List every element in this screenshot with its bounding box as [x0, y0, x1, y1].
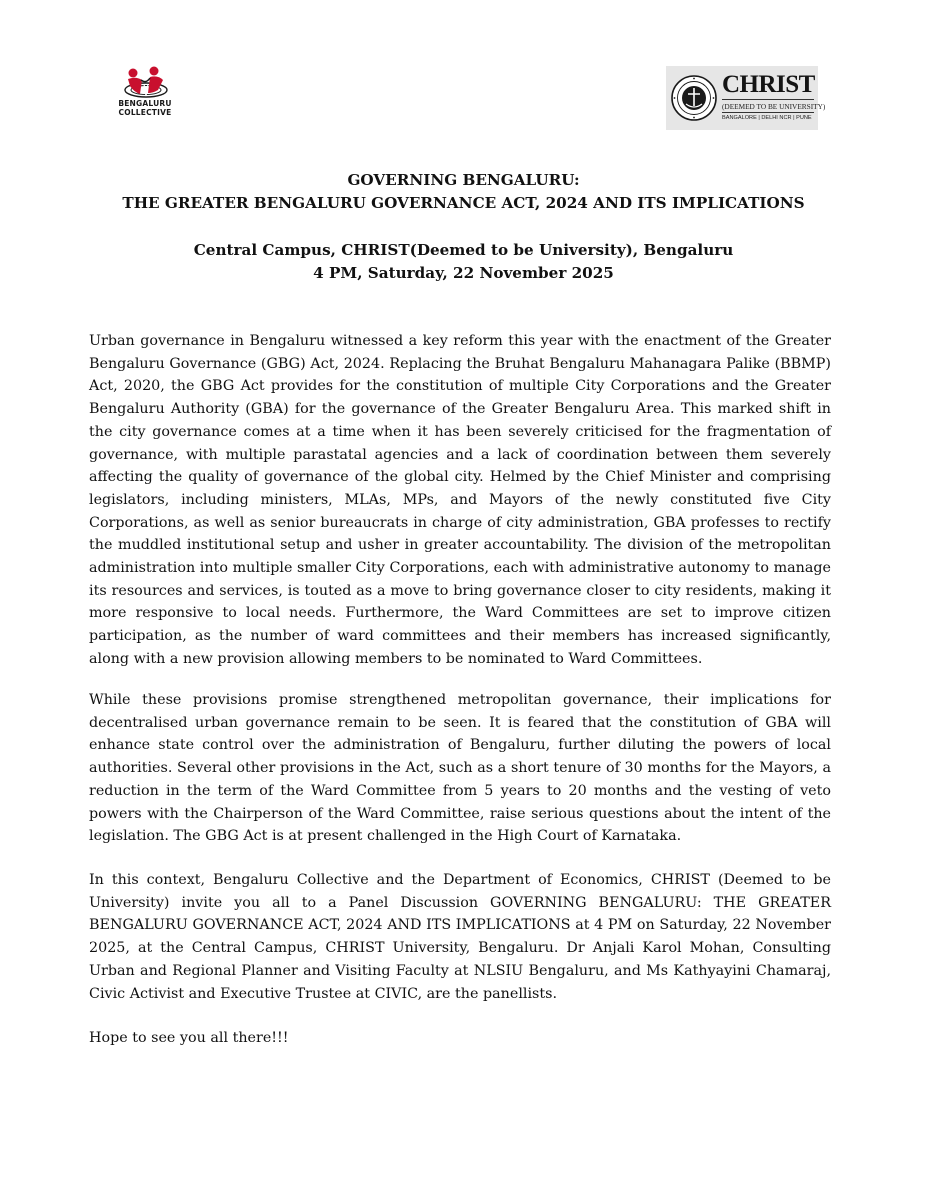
- christ-wordmark: CHRIST: [722, 71, 815, 98]
- christ-campuses: BANGALORE | DELHI NCR | PUNE: [722, 115, 812, 121]
- christ-subtitle: (DEEMED TO BE UNIVERSITY): [722, 102, 826, 111]
- bengaluru-collective-caption: [106, 99, 184, 117]
- logo-line-1: BENGALURU: [118, 99, 172, 108]
- christ-seal-icon: [670, 70, 718, 126]
- logo-line-2: COLLECTIVE: [118, 108, 172, 117]
- christ-university-logo: [666, 66, 826, 130]
- bengaluru-collective-logo: [106, 66, 184, 148]
- paragraph-closing: Hope to see you all there!!!: [89, 1030, 289, 1046]
- bengaluru-collective-emblem-icon: [106, 66, 184, 100]
- paragraph-concerns: While these provisions promise strengthened metropolitan governance, their implications for decentralised urban governance remain to be seen. It is feared that the constitution of GBA will enhance state control over the administration of Bengaluru, further diluting the powers of local authorities. Several other provisions in the Act, such as a short tenure of 30 months for the Mayors, a reduction in the term of the Ward Committee from 5 years to 20 months and the vesting of veto powers with the Chairperson of the Ward Committee, raise serious questions about the intent of the legislation. The GBG Act is at present challenged in the High Court of Karnataka.: [89, 692, 831, 845]
- date-time-line: 4 PM, Saturday, 22 November 2025: [313, 264, 614, 282]
- title-line-2: THE GREATER BENGALURU GOVERNANCE ACT, 2024 AND ITS IMPLICATIONS: [122, 194, 805, 212]
- paragraph-invitation: In this context, Bengaluru Collective and the Department of Economics, CHRIST (Deemed to be University) invite you all to a Panel Discussion GOVERNING BENGALURU: THE GREATER BENGALURU GOVERNANCE ACT, 2024 AND ITS IMPLICATIONS at 4 PM on Saturday, 22 November 2025, at the Central Campus, CHRIST University, Bengaluru. Dr Anjali Karol Mohan, Consulting Urban and Regional Planner and Visiting Faculty at NLSIU Bengaluru, and Ms Kathyayini Chamaraj, Civic Activist and Executive Trustee at CIVIC, are the panellists.: [89, 872, 831, 1002]
- logo-divider: [722, 99, 814, 100]
- title-line-1: GOVERNING BENGALURU:: [347, 171, 580, 189]
- paragraph-intro: Urban governance in Bengaluru witnessed a key reform this year with the enactment of the Greater Bengaluru Governance (GBG) Act, 2024. Replacing the Bruhat Bengaluru Mahanagara Palike (BBMP) Act, 2020, the GBG Act provides for the constitution of multiple City Corporations and the Greater Bengaluru Authority (GBA) for the governance of the Greater Bengaluru Area. This marked shift in the city governance comes at a time when it has been severely criticised for the fragmentation of governance, with multiple parastatal agencies and a lack of coordination between them severely affecting the quality of governance of the global city. Helmed by the Chief Minister and comprising legislators, including ministers, MLAs, MPs, and Mayors of the newly constituted five City Corporations, as well as senior bureaucrats in charge of city administration, GBA professes to rectify the muddled institutional setup and usher in greater accountability. The division of the metropolitan administration into multiple smaller City Corporations, each with administrative autonomy to manage its resources and services, is touted as a move to bring governance closer to city residents, making it more responsive to local needs. Furthermore, the Ward Committees are set to improve citizen participation, as the number of ward committees and their members has increased significantly, along with a new provision allowing members to be nominated to Ward Committees.: [89, 333, 831, 667]
- venue-line: Central Campus, CHRIST(Deemed to be University), Bengaluru: [193, 241, 734, 259]
- logo-divider: [722, 112, 814, 113]
